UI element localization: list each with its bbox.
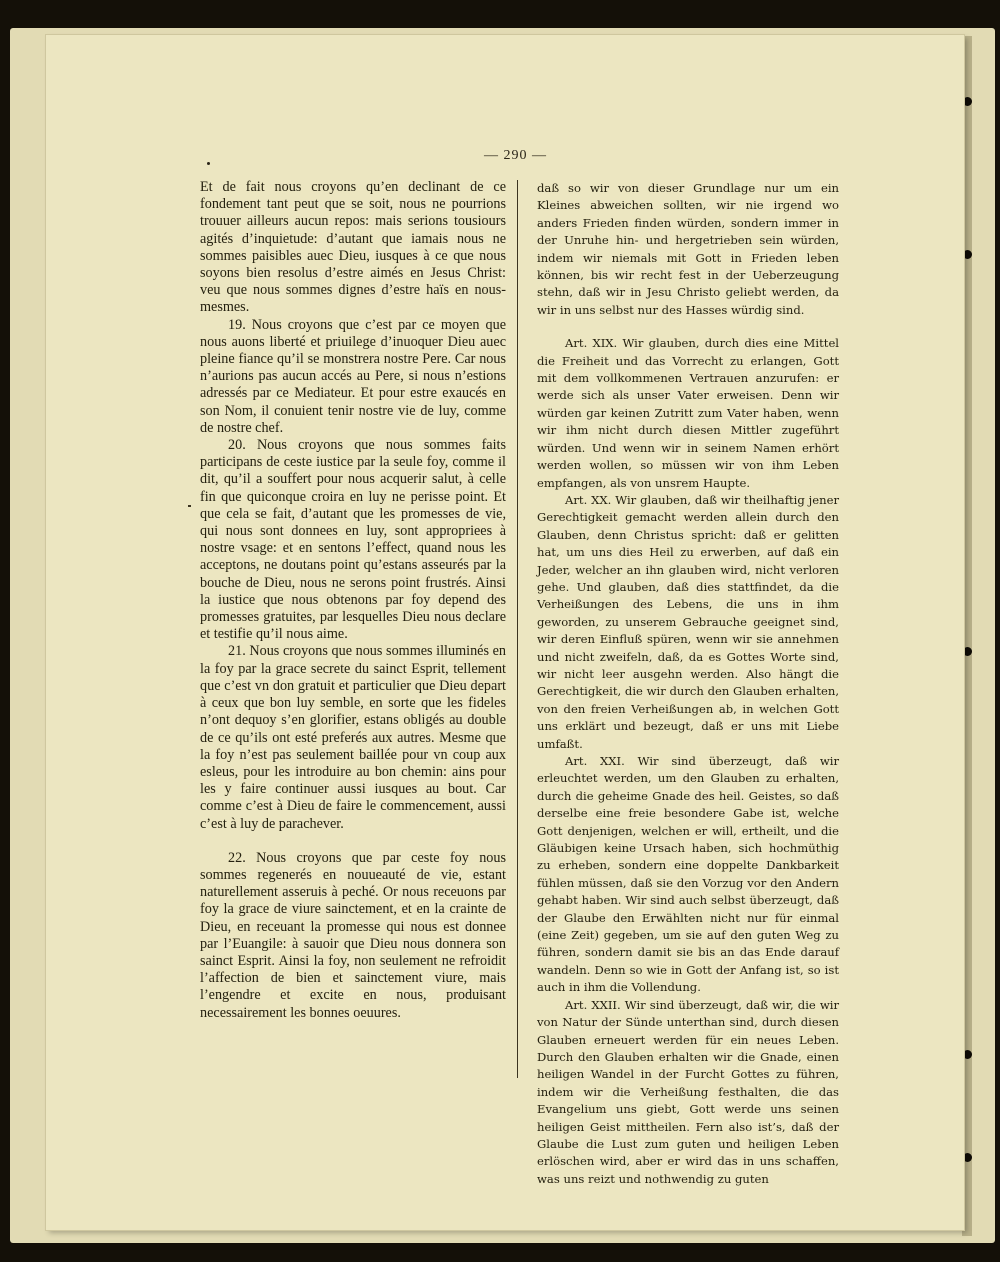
paragraph-text: Nous croyons que c’est par ce moyen que nous auons liberté et priuilege d’inuoquer Dieu auec pleine fiance qu’il se monstrera nostre Pere. Car nous n’aurions pas aucun accés au Pere, si nous n’estions adressés par ce Mediateur. Et pour estre exaucés en son Nom, il conuient tenir nostre vie de luy, comme de nostre chef. — [200, 316, 507, 436]
article-label: Art. XIX. — [565, 336, 618, 351]
binding-hole — [963, 97, 972, 106]
german-paragraph — [537, 492, 839, 753]
margin-mark — [188, 505, 191, 507]
french-paragraph — [200, 179, 506, 317]
column-divider — [517, 180, 518, 1078]
paragraph-number: 19. — [228, 316, 246, 333]
paragraph-text: Nous croyons que par ceste foy nous sommes regenerés en nouueauté de vie, estant naturellement asseruis à peché. Or nous receuons par foy la grace de viure sainctement, et en la crainte de Dieu, en receuant la promesse qui nous est donnee par l’Euangile: à sauoir que Dieu nous donnera son sainct Esprit. Ainsi la foy, non seulement ne refroidit l’affection de bien et sainctement viure, mais l’engendre et excite en nous, produisant necessairement les bonnes oeuures. — [200, 849, 506, 1021]
paragraph-text: Et de fait nous croyons qu’en declinant de ce fondement tant peut que se soit, nous ne pourrions trouuer ailleurs aucun repos: mais serions tousiours agités d’inquietude: d’autant que iamais nous ne sommes paisibles auec Dieu, iusques à ce que nous soyons bien resolus d’estre aimés en Jesus Christ: veu que nous sommes dignes d’estre haïs en nous-mesmes. — [200, 179, 506, 316]
article-label: Art. XXII. — [565, 997, 621, 1012]
paragraph-text: daß so wir von dieser Grundlage nur um ein Kleines abweichen sollten, wir nie irgend wo anders Frieden finden würden, sondern immer in der Unruhe hin- und hergetrieben sein würden, indem wir niemals mit Gott in Frieden leben können, bis wir recht fest in der Ueberzeugung stehn, daß wir in Jesu Christo geliebt werden, da wir in uns selbst nur des Hasses würdig sind. — [537, 181, 839, 317]
paragraph-number: 21. — [228, 643, 246, 660]
french-paragraph — [200, 850, 506, 1022]
article-label: Art. XX. — [565, 492, 612, 507]
paragraph-text: Wir sind überzeugt, daß wir, die wir von Natur der Sünde unterthan sind, durch diesen Glauben erneuert werden für ein neues Leben. Durch den Glauben erhalten wir die Gnade, einen heiligen Wandel in der Furcht Gottes zu führen, indem wir die Verheißung festhalten, die das Evangelium uns giebt, Gott werde uns seinen heiligen Geist mittheilen. Fern also ist’s, daß der Glaube die Lust zum guten und heiligen Leben erlöschen wird, aber er wird das in uns schaffen, was uns reizt und nothwendig zu guten — [537, 997, 840, 1186]
paragraph-text: Wir sind überzeugt, daß wir erleuchtet werden, um den Glauben zu erhalten, durch die geheime Gnade des heil. Geistes, so daß derselbe eine freie besondere Gabe ist, welche Gott denjenigen, welchen er will, ertheilt, und die Gläubigen keine Ursach haben, sich hochmüthig zu erheben, sondern eine doppelte Dankbarkeit fühlen müssen, daß sie den Vorzug vor den Andern gehabt haben. Wir sind auch selbst überzeugt, daß der Glaube den Erwählten nicht nur für einmal (eine Zeit) gegeben, um sie auf den guten Weg zu führen, sondern damit sie bis an das Ende darauf wandeln. Denn so wie in Gott der Anfang ist, so ist auch in ihm die Vollendung. — [537, 754, 840, 995]
german-paragraph — [537, 997, 839, 1188]
paragraph-number: 22. — [228, 849, 246, 866]
binding-hole — [963, 1153, 972, 1162]
german-column — [537, 180, 840, 1186]
binding-hole — [963, 250, 972, 259]
paragraph-number: 20. — [228, 437, 246, 454]
paragraph-text: Nous croyons que nous sommes illuminés en la foy par la grace secrete du sainct Esprit, tellement que c’est vn don gratuit et particulier que Dieu depart à ceux que bon luy semble, en sorte que les fideles n’ont dequoy s’en glorifier, estans obligés au double de ce qu’ils ont esté preferés aux autres. Mesme que la foy n’est pas seulement baillée pour vn coup aux esleus, pour les introduire au bon chemin: ains pour les y faire continuer aussi iusques au bout. Car comme c’est à Dieu de faire le commencement, aussi c’est à luy de parachever. — [200, 643, 507, 832]
paragraph-gap — [537, 319, 839, 335]
paragraph-text: Wir glauben, durch dies eine Mittel die Freiheit und das Vorrecht zu erlangen, Gott mit dem vollkommenen Vertrauen anzurufen: er werde sich als unser Vater erweisen. Denn wir würden gar keinen Zutritt zum Vater haben, wenn wir ihm nicht durch diesen Mittler zugeführt würden. Und wenn wir in seinem Namen erhört werden wollen, so müssen wir von ihm Leben empfangen, als von unsrem Haupte. — [537, 336, 840, 490]
print-mark — [207, 162, 210, 165]
french-paragraph — [200, 643, 506, 832]
paragraph-text: Nous croyons que nous sommes faits participans de ceste iustice par la seule foy, comme il dit, qu’il a souffert pour nous acquerir salut, à celle fin que quiconque croira en luy ne perisse point. Et que cela se fait, d’autant que les promesses de vie, qui nous sont donnees en luy, sont appropriees à nostre vsage: et en sentons l’effect, quand nous les acceptons, ne doutans point qu’estans asseurés par la bouche de Dieu, nous ne serons point frustrés. Ainsi la iustice que nous obtenons par foy depend des promesses gratuites, par lesquelles Dieu nous declare et testifie qu’il nous aime. — [200, 437, 507, 643]
binding-hole — [963, 1050, 972, 1059]
french-paragraph — [200, 317, 506, 437]
french-paragraph — [200, 437, 506, 643]
german-paragraph — [537, 180, 839, 319]
german-paragraph — [537, 335, 839, 492]
page-number: — 290 — — [484, 148, 547, 163]
french-column — [200, 179, 506, 1089]
german-paragraph — [537, 753, 839, 997]
paragraph-text: Wir glauben, daß wir theilhaftig jener Gerechtigkeit gemacht werden allein durch den Glauben, denn Christus spricht: daß er gelitten hat, um uns dies Heil zu erwerben, auf daß ein Jeder, welcher an ihn glauben wird, nicht verloren gehe. Und glauben, daß dies stattfindet, da die Verheißungen des Lebens, die uns in ihm geworden, zu unserem Gebrauche geeignet sind, wir deren Einfluß spüren, wenn wir sie annehmen und nicht zweifeln, daß, da es Gottes Worte sind, wir nicht leer ausgehn werden. Also hängt die Gerechtigkeit, die wir durch den Glauben erhalten, von den freien Verheißungen ab, in welchen Gott uns erklärt und bezeugt, daß er uns mit Liebe umfaßt. — [537, 492, 839, 751]
binding-hole — [963, 647, 972, 656]
article-label: Art. XXI. — [565, 754, 625, 768]
paragraph-gap — [200, 833, 506, 850]
